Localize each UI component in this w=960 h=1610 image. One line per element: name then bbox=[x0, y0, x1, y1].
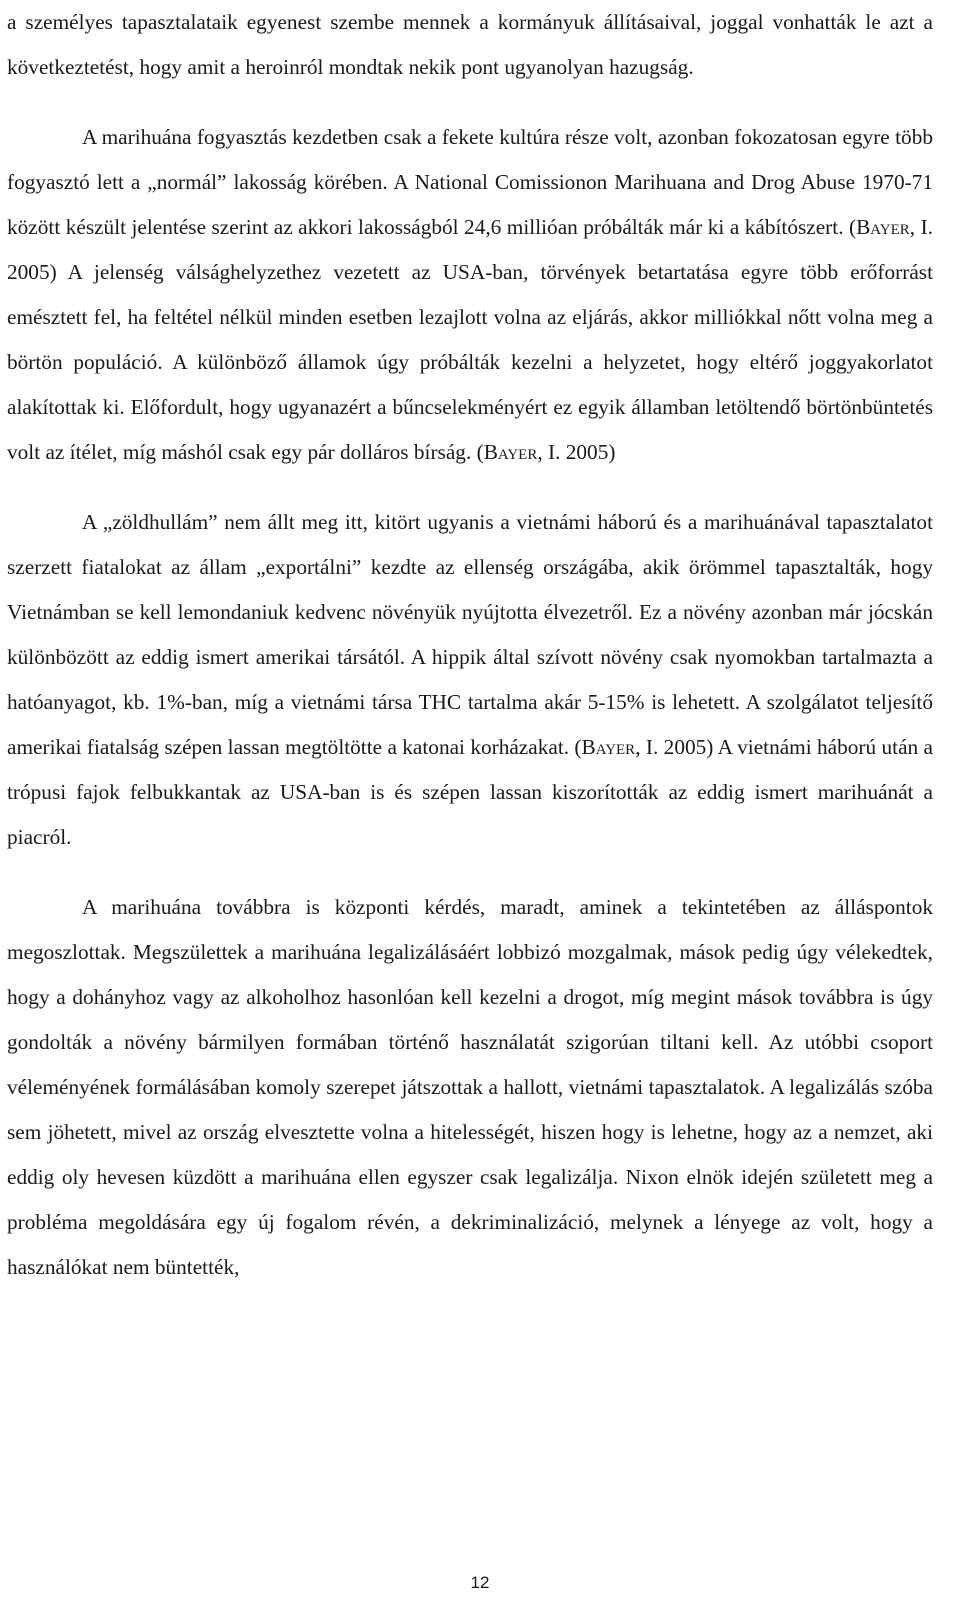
paragraph-text: A „zöldhullám” nem állt meg itt, kitört ugyanis a vietnámi háború és a marihuánával tapasztalatot szerzett fiatalokat az állam „exportálni” kezdte az ellenség országába, akik örömmel tapasztalták, hogy Vietnámban se kell lemondaniuk kedvenc növényük nyújtotta élvezetről. Ez a növény azonban már jócskán különbözött az eddig ismert amerikai társától. A hippik által szívott növény csak nyomokban tartalmazta a hatóanyagot, kb. 1%-ban, míg a vietnámi társa THC tartalma akár 5-15% is lehetett. A szolgálatot teljesítő amerikai fiatalság szépen lassan megtöltötte a katonai korházakat. ( bbox=[7, 510, 933, 759]
paragraph-text: A marihuána továbbra is központi kérdés, maradt, aminek a tekintetében az álláspontok megoszlottak. Megszülettek a marihuána legalizálásáért lobbizó mozgalmak, mások pedig úgy vélekedtek, hogy a dohányhoz vagy az alkoholhoz hasonlóan kell kezelni a drogot, míg megint mások továbbra is úgy gondolták a növény bármilyen formában történő használatát szigorúan tiltani kell. Az utóbbi csoport véleményének formálásában komoly szerepet játszottak a hallott, vietnámi tapasztalatok. A legalizálás szóba sem jöhetett, mivel az ország elvesztette volna a hitelességét, hiszen hogy is lehetne, hogy az a nemzet, aki eddig oly hevesen küzdött a marihuána ellen egyszer csak legalizálja. Nixon elnök idején született meg a probléma megoldására egy új fogalom révén, a dekriminalizáció, melynek a lényege az volt, hogy a használókat nem büntették, bbox=[7, 895, 933, 1279]
paragraph-marijuana-spread bbox=[7, 115, 933, 475]
paragraph-spacer bbox=[7, 860, 933, 885]
citation-rest: , I. 2005) bbox=[537, 440, 616, 464]
citation-author: Bayer bbox=[483, 440, 538, 464]
paragraph-spacer bbox=[7, 475, 933, 500]
citation-rest: , I. 2005) bbox=[635, 735, 714, 759]
paragraph-text: A vietnámi háború után a trópusi fajok felbukkantak az USA-ban is és szépen lassan kiszorították az eddig ismert marihuánát a piacról. bbox=[7, 735, 934, 849]
citation-author: Bayer bbox=[581, 735, 636, 759]
paragraph-text: A jelenség válsághelyzethez vezetett az USA-ban, törvények betartatása egyre több erőforrást emésztett fel, ha feltétel nélkül minden esetben lezajlott volna az eljárás, akkor milliókkal nőtt volna meg a börtön populáció. A különböző államok úgy próbálták kezelni a helyzetet, hogy eltérő joggyakorlatot alakítottak ki. Előfordult, hogy ugyanazért a bűncselekményért ez egyik államban letöltendő börtönbüntetés volt az ítélet, míg máshól csak egy pár dolláros bírság. ( bbox=[7, 260, 933, 464]
citation-rest: , I. 2005) bbox=[7, 215, 933, 284]
paragraph-continued bbox=[7, 0, 933, 90]
document-body bbox=[7, 0, 933, 1290]
page-number: 12 bbox=[470, 1573, 490, 1592]
paragraph-spacer bbox=[7, 90, 933, 115]
paragraph-text: a személyes tapasztalataik egyenest szembe mennek a kormányuk állításaival, joggal vonhatták le azt a következtetést, hogy amit a heroinról mondtak nekik pont ugyanolyan hazugság. bbox=[7, 10, 933, 79]
paragraph-central-question bbox=[7, 885, 933, 1290]
citation-author: Bayer bbox=[856, 215, 910, 239]
paragraph-text: A marihuána fogyasztás kezdetben csak a fekete kultúra része volt, azonban fokozatosan egyre több fogyasztó lett a „normál” lakosság körében. A National Comissionon Marihuana and Drog Abuse 1970-71 között készült jelentése szerint az akkori lakosságból 24,6 millióan próbálták már ki a kábítószert. ( bbox=[7, 125, 933, 239]
paragraph-green-wave bbox=[7, 500, 933, 860]
